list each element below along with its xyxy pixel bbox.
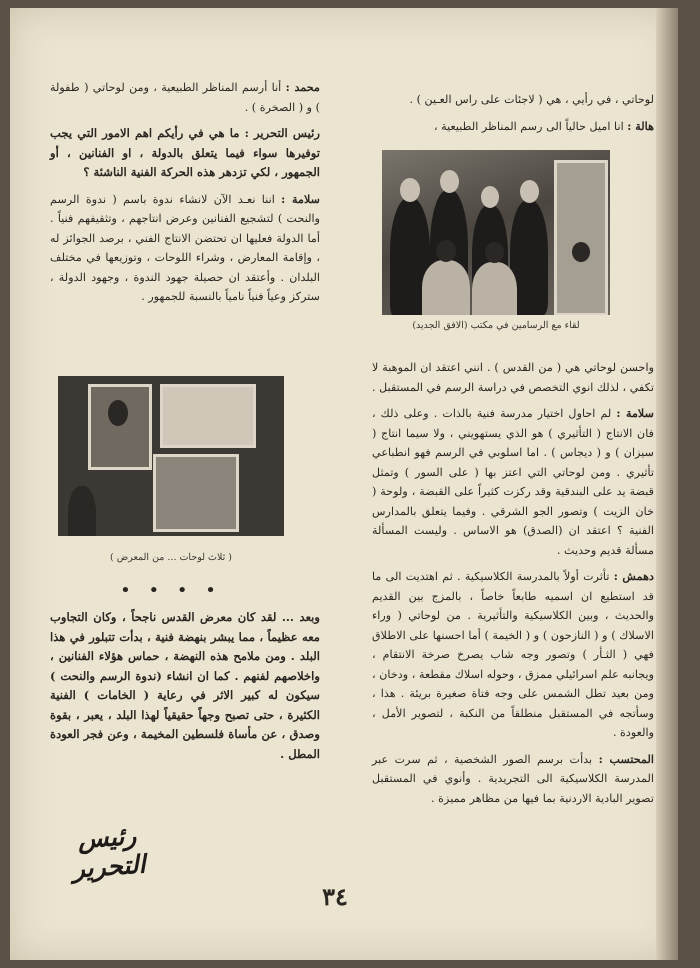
salama-2-text: اننا نعـد الآن لانشاء ندوة باسم ( ندوة الرسم والنحت ) لتشجيع الفنانين وعرض انتاجهم ، وتثقيفهم فنياً . أما الدولة فعليها ان تحتضن الانتاج الفني ، برصد الجوائز له ، وإقامة المعارض ، وشراء اللوحات ، وتوزيعها في مختلف البلدان . وأعتقد ان حصيلة جهود الندوة ، وجهود الدولة ، ستركز وعياً فنياً نامياً بالنسبة للجمهور . [50,192,320,303]
photo-painters-meeting [382,150,610,315]
speaker-salama: سلامة : [616,406,654,420]
left-paragraph-1 [50,78,320,117]
section-divider-dots: • • • • [120,580,222,601]
left-column-top [50,78,320,314]
speaker-salama-2: سلامة : [281,191,320,206]
salama-text: لم احاول اختيار مدرسة فنية بالذات . وعلى ذلك ، فان الانتاج ( التأثيري ) هو الذي يستهويني ، ولا سيما انتاج ( سيزان ) و ( ديجاس ) . اما اسلوبي في الرسم فهو انطباعي تأثيري . ومن لوحاتي التي اعتز بها ( على السور ) وتمثل قبضة يد على البندقية وقد ركزت كثيراً على القبضة ، ولوحة ( خان الزيت ) وتصور الجو الشرقي . وفيما يتعلق بالمدارس الفنية ؟ اعتقد ان (الصدق) هو الاساس . وليست المسألة مسألة قديم وحديث . [372,407,654,557]
mohammad-text: أنا أرسم المناظر الطبيعية ، ومن لوحاتي ( طفولة ) و ( الصخرة ) . [50,81,320,114]
left-column-conclusion [50,608,320,771]
magazine-page [10,8,678,960]
photo2-caption: ( ثلاث لوحات ... من المعرض ) [109,552,232,563]
left-paragraph-2: رئيس التحرير : ما هي في رأيكم اهم الامور التي يجب توفيرها سواء فيما يتعلق بالدولة ، او الفنانين ، أو الجمهور ، لكي تزدهر هذه الحركة الفنية الناشئة ؟ [50,126,320,179]
dahmash-text: تأثرت أولاً بالمدرسة الكلاسيكية . ثم اهتديت الى ما قد استطيع ان اسميه طابعاً خاصاً ، بالمزج بين القديم والحديث ، وبين الكلاسيكية والتأثيرية . من لوحاتي ( وراء الاسلاك ) و ( النازحون ) و ( الخيمة ) أما احسنها على الاطلاق فهي ( الثـأر ) وتصور وجه شاب يصرخ صرخة الانتقام ، ويجانبه علم اسرائيلي ممزق ، وحوله اسلاك مقطعة ، ودخان ، ومن بعيد تطل الشمس على وجه فتاة صغيرة بريئة . هذا ، وسأتجه في المستقبل منطلقاً من النكبة ، لتصوير الأمل ، والعودة . [372,570,654,739]
speaker-hala: هالة : [627,118,654,133]
right-column-top [372,90,654,143]
page-number: ٣٤ [322,882,348,911]
muhtaseb-text: بدأت برسم الصور الشخصية ، ثم سرت عبر المدرسة الكلاسيكية الى التجريدية . وأنوي في المستقبل تصوير البادية الاردنية بما فيها من مظاهر مميزة . [372,752,654,805]
right-column-body [372,358,654,815]
editor-signature: رئيس التحرير [71,821,147,884]
right-paragraph-3: واحسن لوحاتي هي ( من القدس ) . انني اعتقد ان الموهبة لا تكفي ، لذلك انوي التخصص في دراسة الرسم في المستقبل . [372,361,654,394]
photo1-caption: لقاء مع الرسامين في مكتب (الافق الجديد) [412,320,580,331]
speaker-mohammad: محمد : [285,80,320,94]
right-paragraph-1: لوحاتي ، في رأيي ، هي ( لاجئات على راس العـين ) . [409,93,654,106]
page-binding [656,8,678,960]
left-paragraph-4: وبعد ... لقد كان معرض القدس ناجحاً ، وكان التجاوب معه عظيماً ، مما يبشر بنهضة فنية ، بدأت تتبلور في هذا البلد . ومن ملامح هذه النهضة ، حماس هؤلاء الفنانين ، واخلاصهم لفنهم . كما ان انشاء (ندوة الرسم والنحت ) سيكون له كبير الاثر في رعاية ( الخامات ) الفنية الكثيرة ، حتى تصبح وجهاً حقيقياً لهذا البلد ، يعبر ، بقوة وصدق ، عن مأساة فلسطين المخيمة ، وعن فجر العودة المطل . [50,610,320,761]
hala-text: انا اميل حالياً الى رسم المناظر الطبيعية ، [433,119,624,133]
right-paragraph-6 [372,750,654,809]
right-paragraph-2 [372,117,654,137]
right-paragraph-4 [372,404,654,560]
speaker-dahmash: دهمش : [613,569,654,583]
right-paragraph-5 [372,567,654,743]
speaker-muhtaseb: المحتسب : [598,751,655,766]
photo-exhibition-paintings [58,376,284,536]
left-paragraph-3 [50,190,320,307]
